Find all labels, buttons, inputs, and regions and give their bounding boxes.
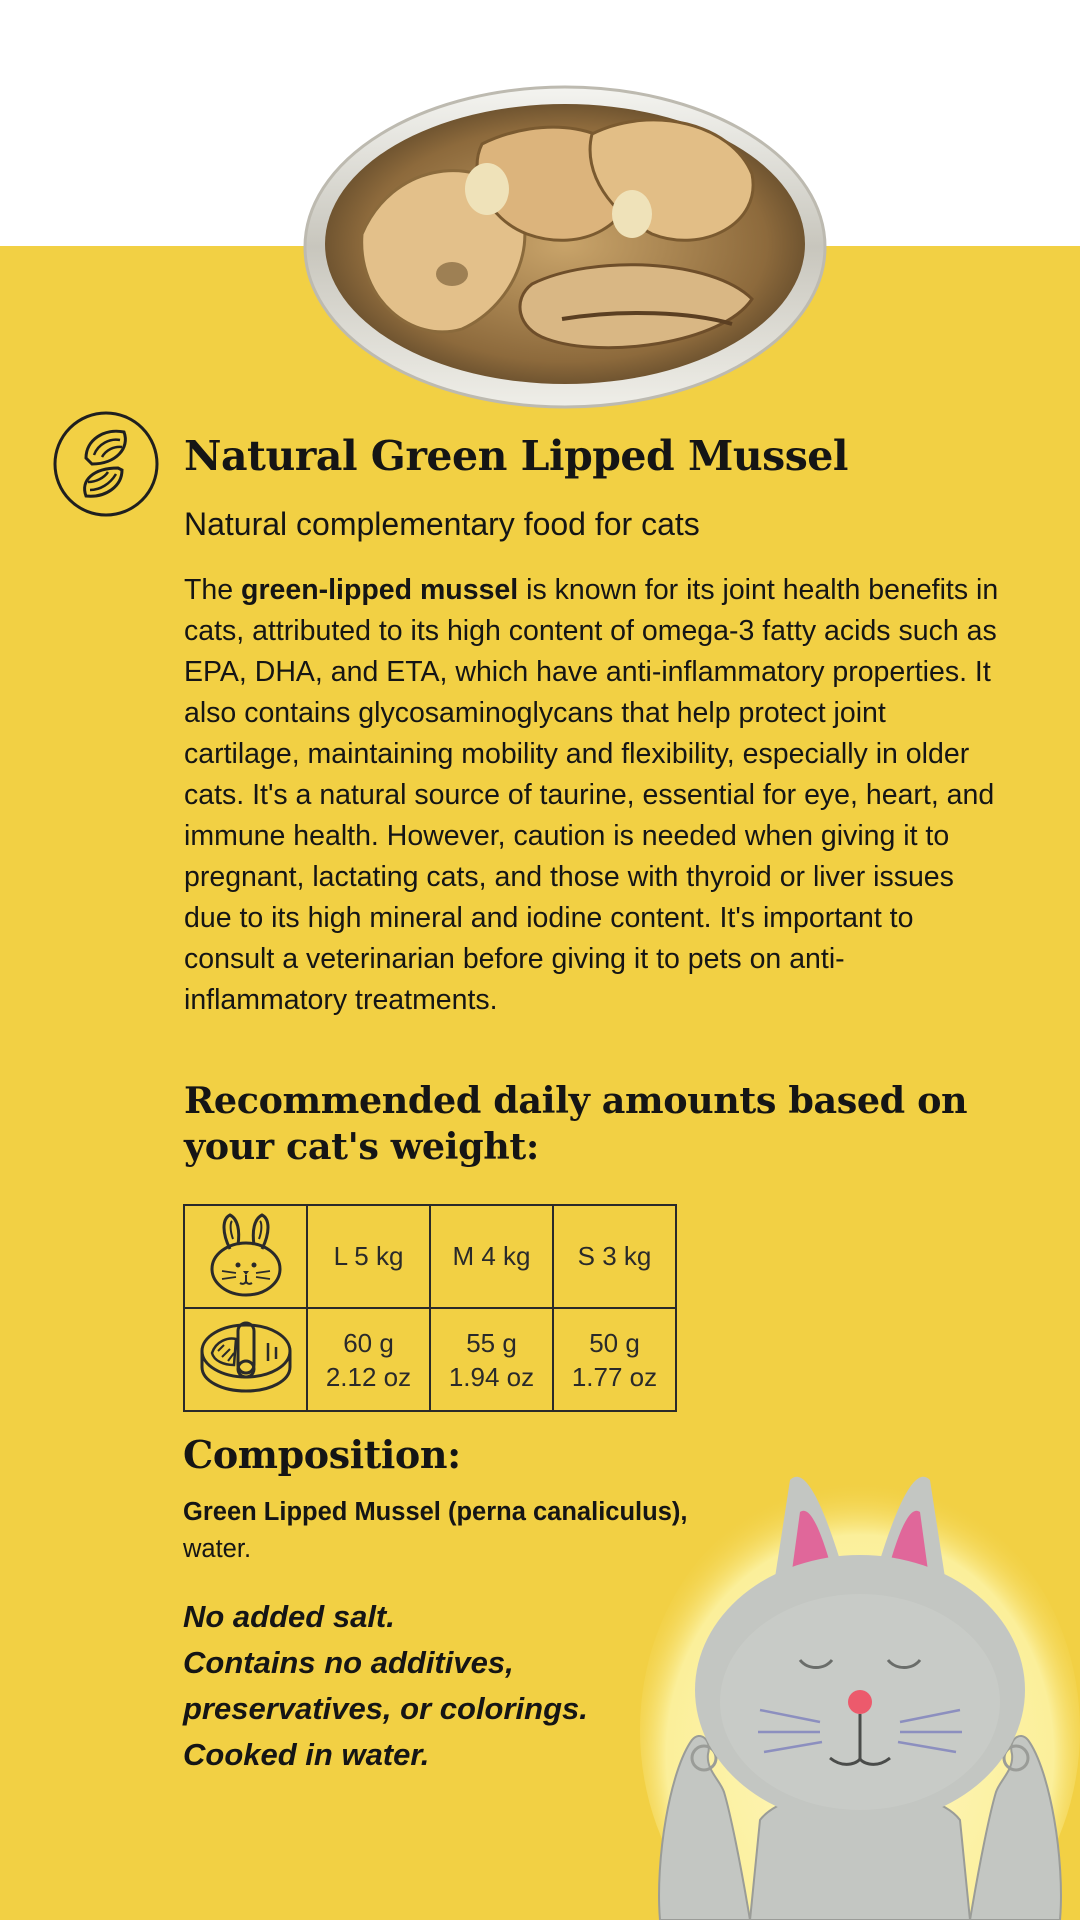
amount-small	[553, 1308, 676, 1411]
description-highlight: green-lipped mussel	[241, 574, 519, 606]
amount-small-ounces: 1.77 oz	[571, 1361, 658, 1392]
weight-small: S 3 kg	[553, 1205, 676, 1308]
amount-large	[307, 1308, 430, 1411]
amount-small-grams: 50 g	[589, 1327, 640, 1358]
mussel-tin-image	[302, 84, 828, 410]
weight-large: L 5 kg	[307, 1205, 430, 1308]
note-line: Cooked in water.	[183, 1737, 430, 1772]
note-line: preservatives, or colorings.	[183, 1691, 588, 1726]
product-subtitle: Natural complementary food for cats	[184, 506, 700, 542]
weight-medium: M 4 kg	[430, 1205, 553, 1308]
composition-text	[183, 1494, 703, 1568]
product-notes	[183, 1594, 683, 1778]
amount-medium-grams: 55 g	[466, 1327, 517, 1358]
cat-face-icon	[204, 1209, 288, 1299]
recommended-heading: Recommended daily amounts based on your cat's weight:	[184, 1079, 968, 1168]
cat-face-cell	[184, 1205, 307, 1308]
mussel-icon	[52, 410, 160, 518]
food-can-icon	[198, 1317, 294, 1397]
description-lead: The	[184, 574, 242, 606]
note-line: Contains no additives,	[183, 1645, 514, 1680]
amount-large-grams: 60 g	[343, 1327, 394, 1358]
food-can-cell	[184, 1308, 307, 1411]
composition-ingredients-rest: water.	[183, 1535, 252, 1563]
composition-ingredients-main: Green Lipped Mussel (perna canaliculus),	[183, 1498, 688, 1526]
ration-amount-row	[184, 1308, 676, 1411]
ration-table	[183, 1204, 677, 1412]
description-body: is known for its joint health benefits in cats, attributed to its high content of omega-3 fatty acids such as EPA, DHA, and ETA, which have anti-inflammatory properties. It also contains glycosaminoglycans that help protect joint cartilage, maintaining mobility and flexibility, especially in older cats. It's a natural source of taurine, essential for eye, heart, and immune health. However, caution is needed when giving it to pregnant, lactating cats, and those with thyroid or liver issues due to its high mineral and iodine content. It's important to consult a veterinarian before giving it to pets on anti-inflammatory treatments.	[184, 574, 999, 1016]
product-description	[184, 570, 1004, 1021]
meditating-cat-illustration	[640, 1440, 1080, 1920]
note-line: No added salt.	[183, 1599, 395, 1634]
amount-medium-ounces: 1.94 oz	[448, 1361, 535, 1392]
product-title: Natural Green Lipped Mussel	[184, 432, 848, 480]
composition-heading: Composition:	[183, 1432, 461, 1477]
ration-weight-row	[184, 1205, 676, 1308]
amount-medium	[430, 1308, 553, 1411]
amount-large-ounces: 2.12 oz	[325, 1361, 412, 1392]
